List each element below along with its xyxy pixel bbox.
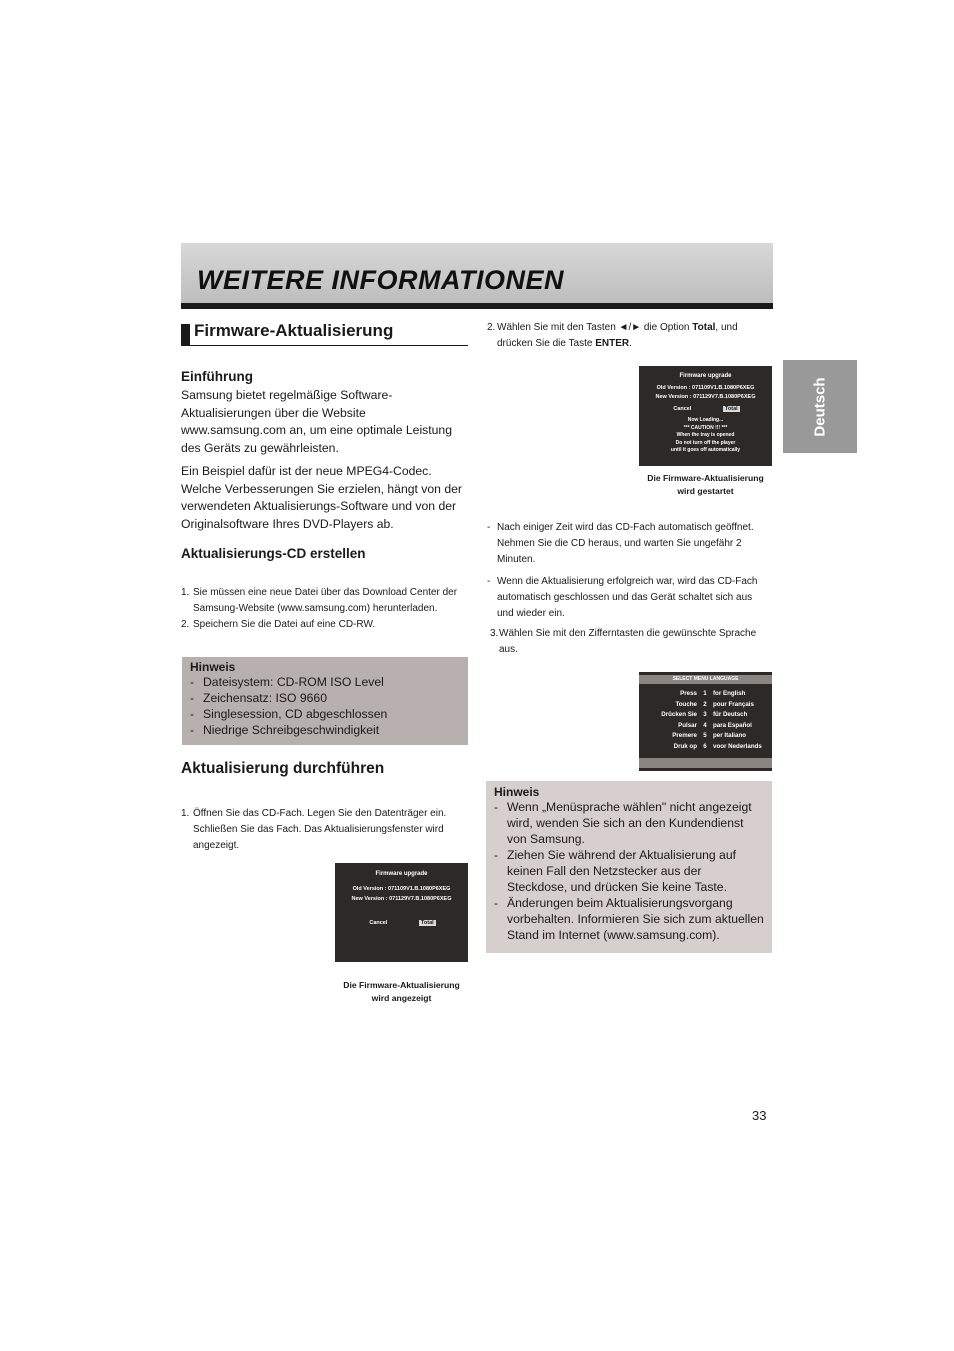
perform-steps [181,806,471,854]
intro-paragraph-1: Samsung bietet regelmäßige Software-Aktualisierungen über die Website www.samsung.com an, um eine optimale Leistung des Geräts zu gewährleisten. [181,388,452,455]
list-item: - Dateisystem: CD-ROM ISO Level [190,674,460,690]
language-option: Druk op 6 voor Nederlands [673,742,762,750]
page-title: WEITERE INFORMATIONEN [197,265,564,295]
note-title: Hinweis [190,660,236,674]
note-list [190,674,460,738]
language-option: Pulsar 4 para Español [678,721,752,729]
section-marker [181,324,190,346]
new-version: New Version : 071129V7.B.1080P6XEG [351,896,452,902]
firmware-screen-started [639,366,772,466]
intro-heading: Einführung [181,369,253,384]
step-2: 2. Wählen Sie mit den Tasten ◄/► die Option Total, und drücken Sie die Taste ENTER. [487,322,738,349]
total-button: Total [724,406,738,412]
old-version: Old Version : 071109V1.B.1080P6XEG [352,886,451,892]
list-item: - Zeichensatz: ISO 9660 [190,690,460,706]
language-option: Drücken Sie 3 für Deutsch [661,711,748,718]
perform-heading: Aktualisierung durchführen [181,760,385,777]
language-option: Touche 2 pour Français [675,700,754,708]
list-item: - Wenn die Aktualisierung erfolgreich war, wird das CD-Fach automatisch geschlossen und das Gerät schaltet sich aus und wieder ein. [487,576,758,619]
create-cd-heading: Aktualisierungs-CD erstellen [181,546,366,561]
note-title: Hinweis [494,785,540,799]
old-version: Old Version : 071109V1.B.1080P6XEG [656,385,755,391]
screen-buttons [335,920,468,926]
create-cd-steps [181,585,469,633]
list-item: 1. Öffnen Sie das CD-Fach. Legen Sie den Datenträger ein. Schließen Sie das Fach. Das Aktualisierungsfenster wird angezeigt. [181,808,447,851]
list-item: 2. Speichern Sie die Datei auf eine CD-RW. [181,619,376,630]
list-item: 1. Sie müssen eine neue Datei über das Download Center der Samsung-Website (www.samsung.com) herunterladen. [181,587,458,614]
list-item: - Änderungen beim Aktualisierungsvorgang vorbehalten. Informieren Sie sich zum aktuellen Stand im Internet (www.samsung.com). [494,895,764,943]
list-item: - Singlesession, CD abgeschlossen [190,706,460,722]
list-item: - Wenn „Menüsprache wählen" nicht angezeigt wird, wenden Sie sich an den Kundendienst von Samsung. [494,799,764,847]
screen-title: Firmware upgrade [679,373,732,379]
intro-paragraph-2: Ein Beispiel dafür ist der neue MPEG4-Codec. Welche Verbesserungen Sie erzielen, hängt von der verwendeten Aktualisierungs-Software und von der Originalsoftware Ihres DVD-Players ab. [181,464,462,531]
language-menu-title: SELECT MENU LANGUAGE [639,675,772,684]
screen-buttons [639,406,772,412]
page-header-banner [181,243,773,309]
cancel-button: Cancel [673,406,692,412]
language-menu-footer [639,758,772,768]
list-item: - Nach einiger Zeit wird das CD-Fach automatisch geöffnet. Nehmen Sie die CD heraus, und warten Sie ungefähr 2 Minuten. [487,522,754,565]
language-option: Press 1 for English [680,690,746,697]
screen-message: *** CAUTION !!! *** [683,424,728,431]
screen-caption: Die Firmware-Aktualisierung wird gestartet [647,473,764,496]
cancel-button: Cancel [369,920,388,926]
firmware-screen-shown [335,863,468,962]
progress-notes [487,520,763,622]
step-3: 3. Wählen Sie mit den Zifferntasten die gewünschte Sprache aus. [490,628,757,655]
section-title-text: Firmware-Aktualisierung [194,321,394,340]
screen-message: until it goes off automatically [670,447,741,453]
screen-message: Now Loading... [687,417,724,423]
total-button: Total [420,920,434,926]
note-list [494,799,764,943]
screen-message: When the tray is opened [676,432,735,438]
language-option: Premere 5 per Italiano [672,732,747,739]
list-item: - Ziehen Sie während der Aktualisierung auf keinen Fall den Netzstecker aus der Steckdose, und drücken Sie keine Taste. [494,847,764,895]
screen-title: Firmware upgrade [375,871,428,877]
page-number: 33 [752,1108,767,1123]
note-box [182,657,468,745]
language-select-screen [639,672,772,771]
language-tab-label: Deutsch [811,376,829,437]
language-tab [783,360,857,453]
new-version: New Version : 071129V7.B.1080P6XEG [655,394,756,400]
screen-caption: Die Firmware-Aktualisierung wird angezeigt [343,980,460,1003]
screen-message: Do not turn off the player [675,439,736,446]
note-box [486,781,772,953]
section-title [181,322,468,346]
list-item: - Niedrige Schreibgeschwindigkeit [190,722,460,738]
